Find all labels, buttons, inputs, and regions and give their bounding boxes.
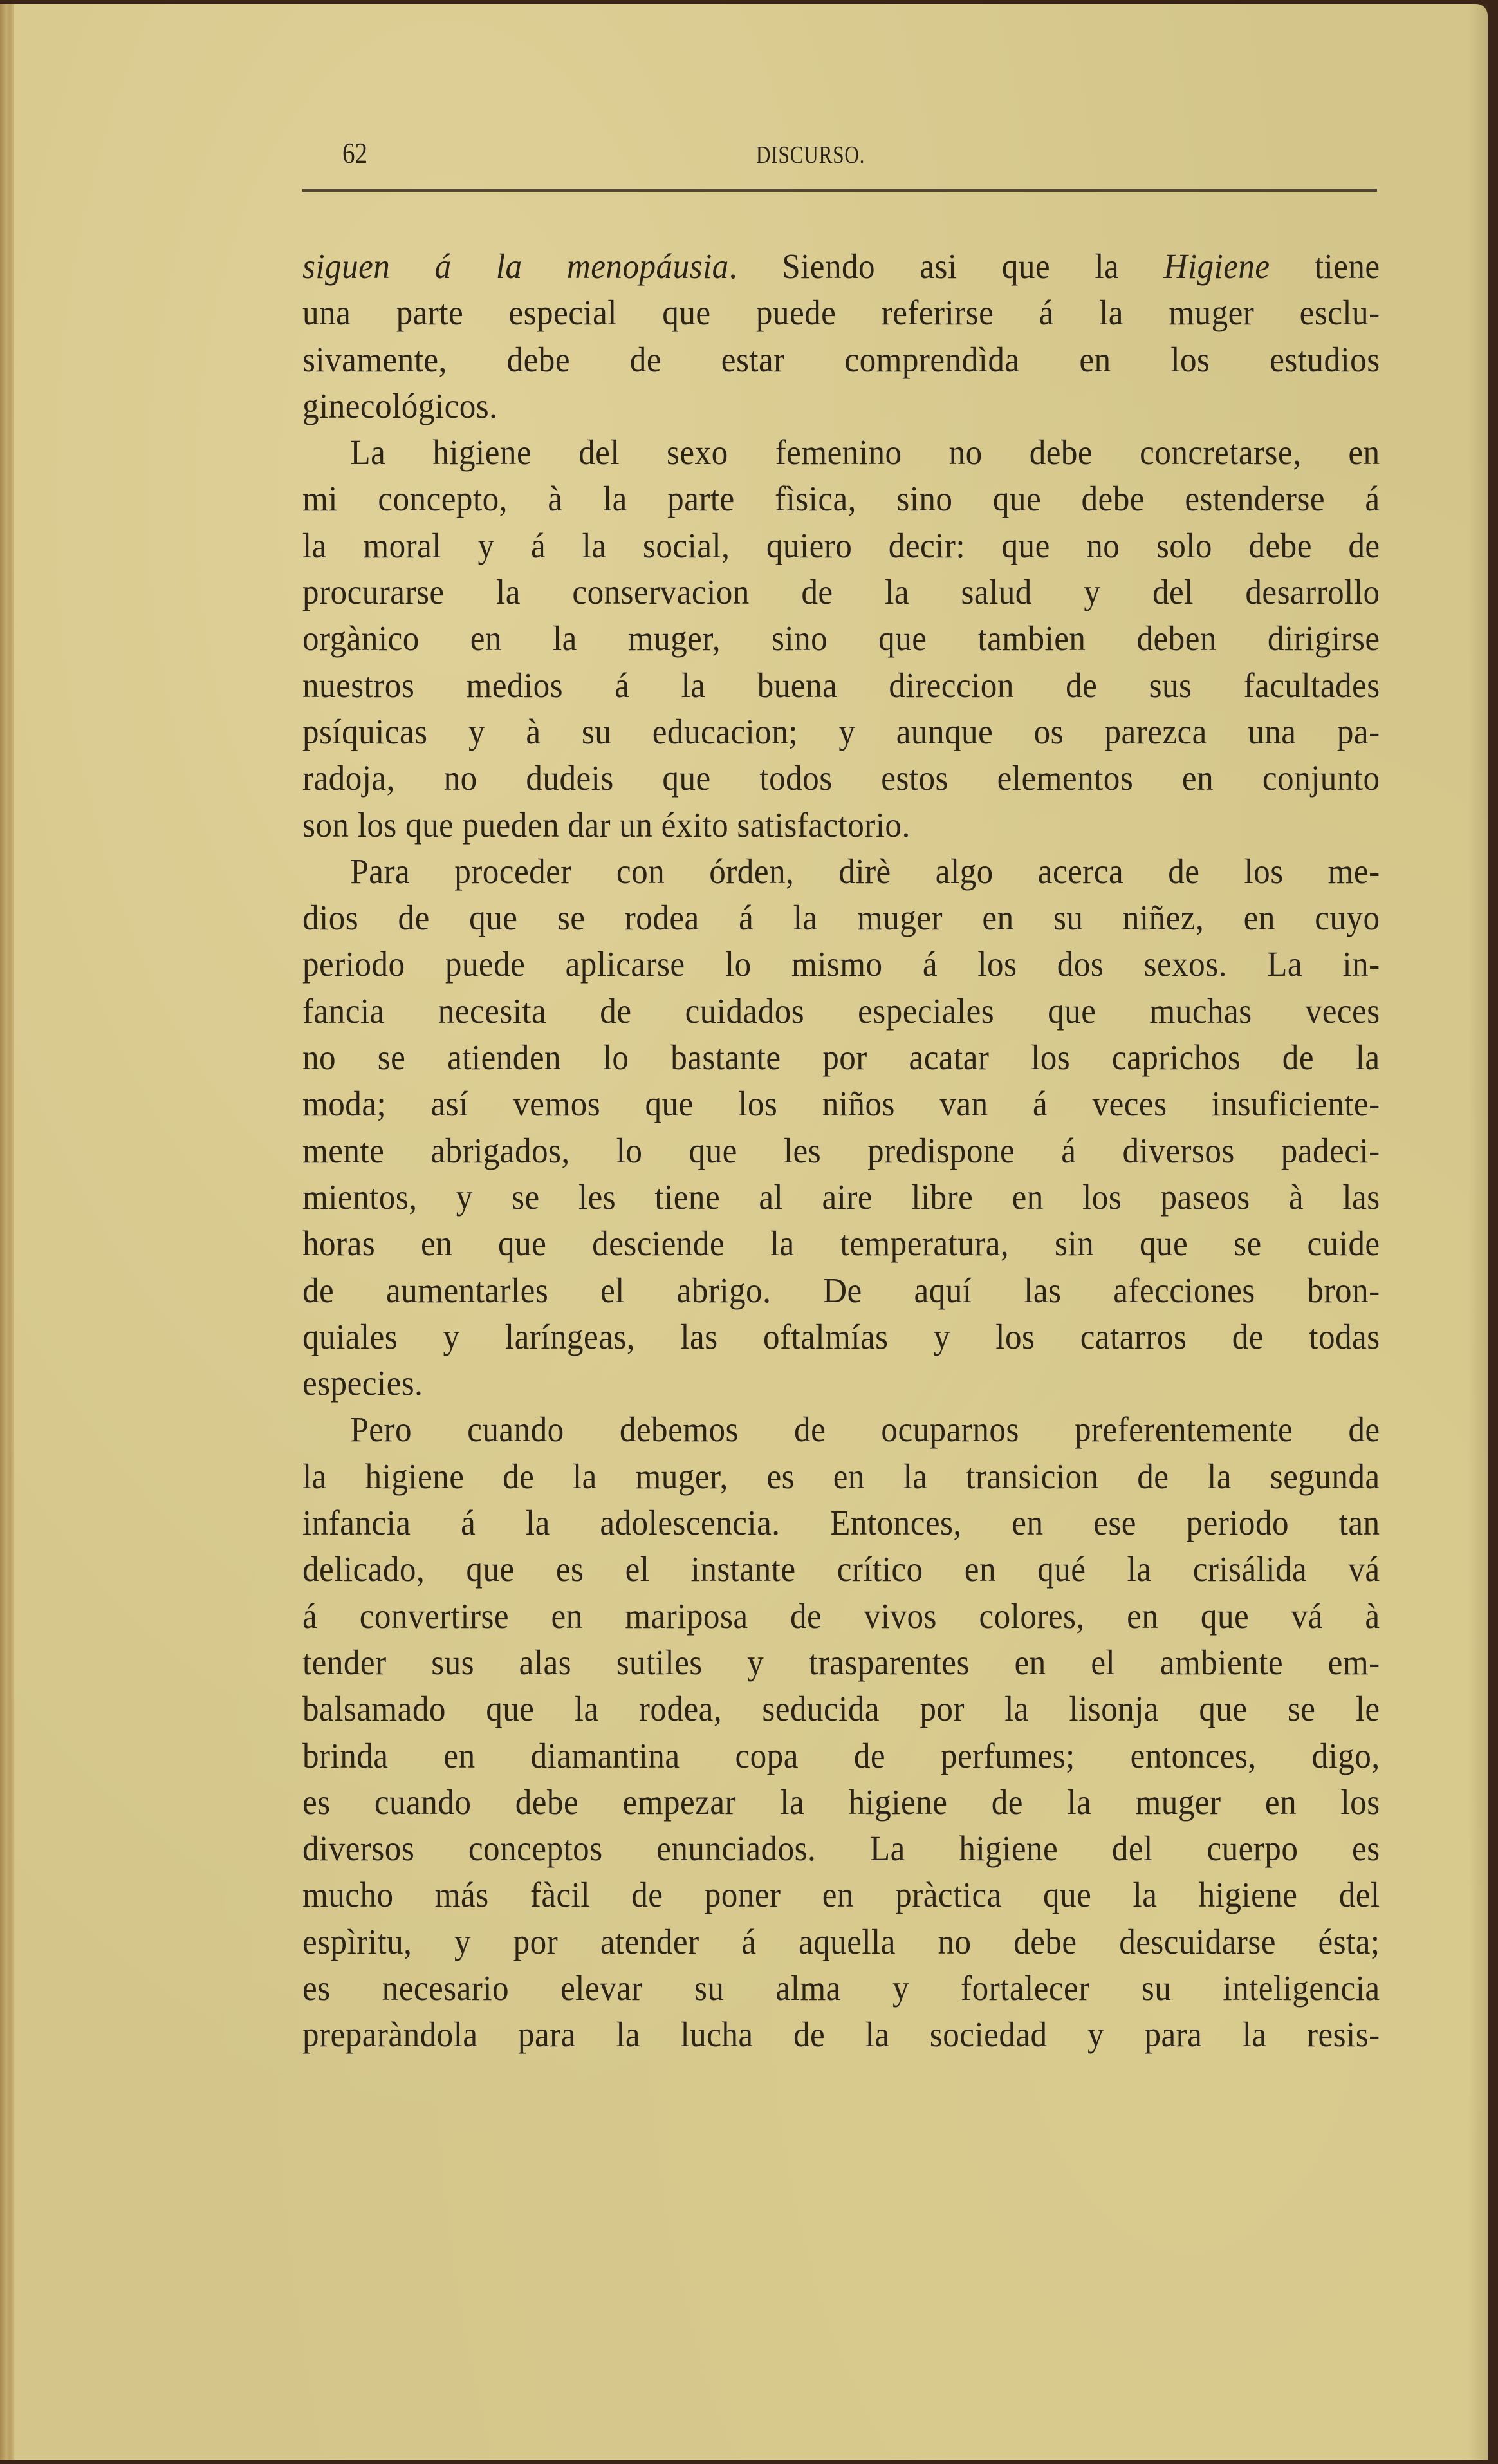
italic-term: Higiene bbox=[1163, 247, 1270, 286]
text-line: nuestros medios á la buena direccion de sus facultades bbox=[302, 665, 1380, 705]
text-line: de aumentarles el abrigo. De aquí las afecciones bron- bbox=[302, 1270, 1380, 1310]
text-line: balsamado que la rodea, seducida por la lisonja que se le bbox=[302, 1689, 1380, 1729]
text-line: delicado, que es el instante crítico en qué la crisálida vá bbox=[302, 1549, 1380, 1589]
text-line: dios de que se rodea á la muger en su niñez, en cuyo bbox=[302, 898, 1380, 938]
text-line: moda; así vemos que los niños van á veces insuficiente- bbox=[302, 1084, 1380, 1124]
paragraph-start: Para proceder con órden, dirè algo acerca de los me- bbox=[350, 851, 1380, 891]
text-line: la moral y á la social, quiero decir: que no solo debe de bbox=[302, 525, 1380, 565]
page-gutter-edge bbox=[0, 4, 14, 2460]
text-line: es necesario elevar su alma y fortalecer su inteligencia bbox=[302, 1968, 1380, 2008]
text-line: infancia á la adolescencia. Entonces, en ese periodo tan bbox=[302, 1503, 1380, 1543]
text-line: una parte especial que puede referirse á la muger esclu- bbox=[302, 293, 1380, 333]
text-line: la higiene de la muger, es en la transicion de la segunda bbox=[302, 1456, 1380, 1496]
text-line: horas en que desciende la temperatura, sin que se cuide bbox=[302, 1224, 1380, 1264]
text-line: brinda en diamantina copa de perfumes; entonces, digo, bbox=[302, 1735, 1380, 1775]
text-line: no se atienden lo bastante por acatar los caprichos de la bbox=[302, 1038, 1380, 1078]
text-line: diversos conceptos enunciados. La higiene del cuerpo es bbox=[302, 1829, 1380, 1869]
text-line: á convertirse en mariposa de vivos colores, en que vá à bbox=[302, 1596, 1380, 1636]
page-number: 62 bbox=[342, 136, 368, 169]
text-line bbox=[302, 243, 1380, 290]
text-line: ginecológicos. bbox=[302, 386, 498, 425]
text-line: fancia necesita de cuidados especiales que muchas veces bbox=[302, 991, 1380, 1031]
book-page bbox=[0, 4, 1488, 2460]
italic-phrase: siguen á la menopáusia bbox=[302, 247, 729, 286]
text-line: radoja, no dudeis que todos estos elementos en conjunto bbox=[302, 758, 1380, 798]
text-line: periodo puede aplicarse lo mismo á los dos sexos. La in- bbox=[302, 944, 1380, 984]
page-right-shadow bbox=[1468, 4, 1488, 2460]
text-line: procurarse la conservacion de la salud y del desarrollo bbox=[302, 572, 1380, 612]
text-line: tender sus alas sutiles y trasparentes en el ambiente em- bbox=[302, 1642, 1380, 1682]
paragraph-start: La higiene del sexo femenino no debe concretarse, en bbox=[350, 433, 1380, 472]
text-line: especies. bbox=[302, 1363, 423, 1403]
body-text bbox=[302, 243, 1380, 2058]
text-span: tiene bbox=[1270, 247, 1380, 286]
text-line: psíquicas y à su educacion; y aunque os parezca una pa- bbox=[302, 711, 1380, 751]
text-line: mientos, y se les tiene al aire libre en los paseos à las bbox=[302, 1177, 1380, 1217]
text-span: . Siendo asi que la bbox=[728, 247, 1164, 286]
text-line: espìritu, y por atender á aquella no debe descuidarse ésta; bbox=[302, 1921, 1380, 1961]
text-line: son los que pueden dar un éxito satisfactorio. bbox=[302, 805, 911, 845]
running-head: DISCURSO. bbox=[756, 142, 865, 169]
paragraph-start: Pero cuando debemos de ocuparnos preferentemente de bbox=[350, 1410, 1380, 1450]
text-line: preparàndola para la lucha de la sociedad y para la resis- bbox=[302, 2015, 1380, 2055]
page-header bbox=[302, 136, 1380, 174]
text-line: sivamente, debe de estar comprendìda en los estudios bbox=[302, 339, 1380, 379]
text-line: mente abrigados, lo que les predispone á diversos padeci- bbox=[302, 1130, 1380, 1170]
text-line: es cuando debe empezar la higiene de la muger en los bbox=[302, 1782, 1380, 1822]
text-line: orgànico en la muger, sino que tambien deben dirigirse bbox=[302, 619, 1380, 658]
text-line: mucho más fàcil de poner en pràctica que la higiene del bbox=[302, 1875, 1380, 1915]
text-line: quiales y laríngeas, las oftalmías y los catarros de todas bbox=[302, 1316, 1380, 1356]
text-line: mi concepto, à la parte fìsica, sino que debe estenderse á bbox=[302, 479, 1380, 519]
header-rule bbox=[302, 189, 1377, 192]
